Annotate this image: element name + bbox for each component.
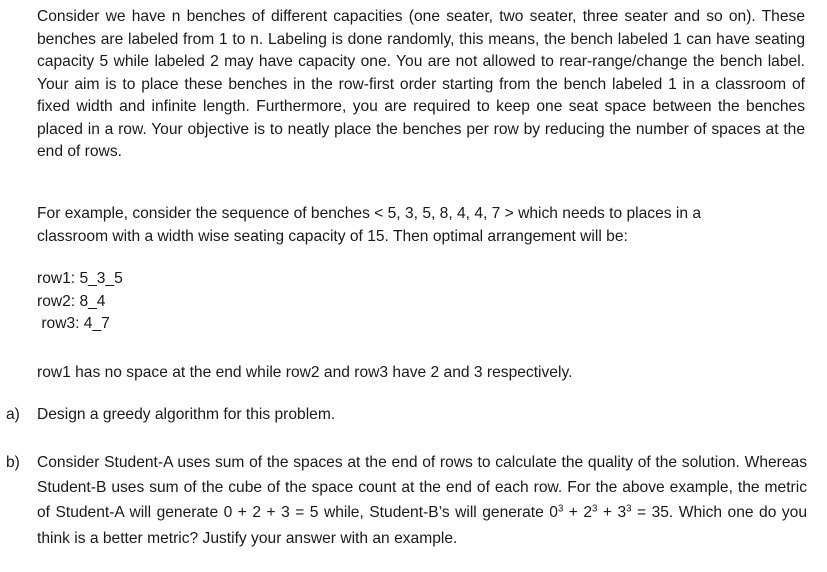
row-1: row1: 5_3_5 — [37, 270, 123, 287]
question-b-text-part2: = 35. Which one do you think is a better metric? Justify your answer with an example. — [37, 504, 807, 547]
question-b-label: b) — [6, 454, 20, 471]
row-3: row3: 4_7 — [37, 315, 110, 332]
question-b-text — [37, 450, 807, 551]
exponent-3: 3 — [626, 504, 632, 516]
exponent-1: 3 — [557, 504, 564, 516]
example-paragraph — [37, 202, 777, 248]
question-a-text: Design a greedy algorithm for this problem. — [37, 406, 336, 423]
exponent-2: 3 — [592, 504, 598, 516]
question-b-text-part1: Consider Student-A uses sum of the spaces at the end of rows to calculate the quality of the solution. Whereas Student-B uses sum of the cube of the space count at the end of each row. For the above example, the metric of Student-A will generate 0 + 2 + 3 = 5 while, Student-B’s will generate 0 — [37, 454, 807, 522]
example-line-2: classroom with a width wise seating capacity of 15. Then optimal arrangement will be: — [37, 228, 628, 245]
plus-term-1: + 2 — [563, 504, 593, 522]
example-line-1: For example, consider the sequence of benches < 5, 3, 5, 8, 4, 4, 7 > which needs to places in a — [37, 205, 702, 222]
row-2: row2: 8_4 — [37, 292, 106, 310]
arrangement-rows — [37, 268, 123, 336]
problem-intro: Consider we have n benches of different capacities (one seater, two seater, three seater and so on). These benches are labeled from 1 to n. Labeling is done randomly, this means, the bench labeled 1 can have seating capacity 5 while labeled 2 may have capacity one. You are not allowed to rear-range/change the bench label. Your aim is to place these benches in the row-first order starting from the bench labeled 1 in a classroom of fixed width and infinite length. Furthermore, you are required to keep one seat space between the benches placed in a row. Your objective is to neatly place the benches per row by reducing the number of spaces at the end of rows. — [37, 8, 805, 160]
question-a-label: a) — [6, 406, 20, 423]
plus-term-2: + 3 — [597, 504, 627, 522]
row-spaces-note: row1 has no space at the end while row2 and row3 have 2 and 3 respectively. — [37, 364, 573, 381]
